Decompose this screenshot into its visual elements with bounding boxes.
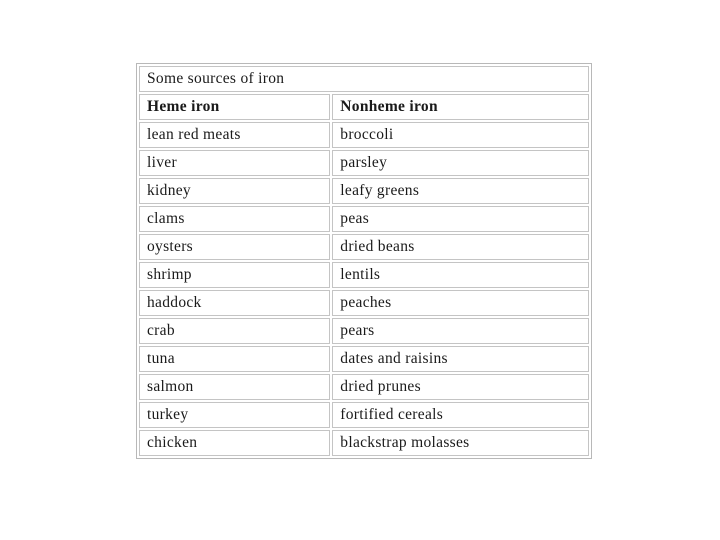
table-row [139,346,589,372]
header-heme-iron: Heme iron [139,94,330,120]
table-caption-row [139,66,589,92]
nonheme-iron-cell: peaches [332,290,589,316]
heme-iron-cell: oysters [139,234,330,260]
nonheme-iron-cell: pears [332,318,589,344]
heme-iron-cell: chicken [139,430,330,456]
header-nonheme-iron: Nonheme iron [332,94,589,120]
nonheme-iron-cell: peas [332,206,589,232]
table-row [139,374,589,400]
table-row [139,150,589,176]
nonheme-iron-cell: dates and raisins [332,346,589,372]
nonheme-iron-cell: blackstrap molasses [332,430,589,456]
nonheme-iron-cell: fortified cereals [332,402,589,428]
table-row [139,122,589,148]
table-row [139,234,589,260]
table-row [139,430,589,456]
nonheme-iron-cell: leafy greens [332,178,589,204]
table-body [139,66,589,456]
nonheme-iron-cell: dried prunes [332,374,589,400]
table-row [139,402,589,428]
heme-iron-cell: crab [139,318,330,344]
nonheme-iron-cell: lentils [332,262,589,288]
table-caption: Some sources of iron [139,66,589,92]
heme-iron-cell: clams [139,206,330,232]
nonheme-iron-cell: dried beans [332,234,589,260]
table-row [139,206,589,232]
table-row [139,318,589,344]
table-row [139,178,589,204]
nonheme-iron-cell: parsley [332,150,589,176]
heme-iron-cell: liver [139,150,330,176]
heme-iron-cell: shrimp [139,262,330,288]
iron-sources-table [136,63,592,459]
heme-iron-cell: haddock [139,290,330,316]
table-row [139,262,589,288]
table-header-row [139,94,589,120]
heme-iron-cell: lean red meats [139,122,330,148]
heme-iron-cell: salmon [139,374,330,400]
heme-iron-cell: kidney [139,178,330,204]
nonheme-iron-cell: broccoli [332,122,589,148]
heme-iron-cell: tuna [139,346,330,372]
table-row [139,290,589,316]
heme-iron-cell: turkey [139,402,330,428]
